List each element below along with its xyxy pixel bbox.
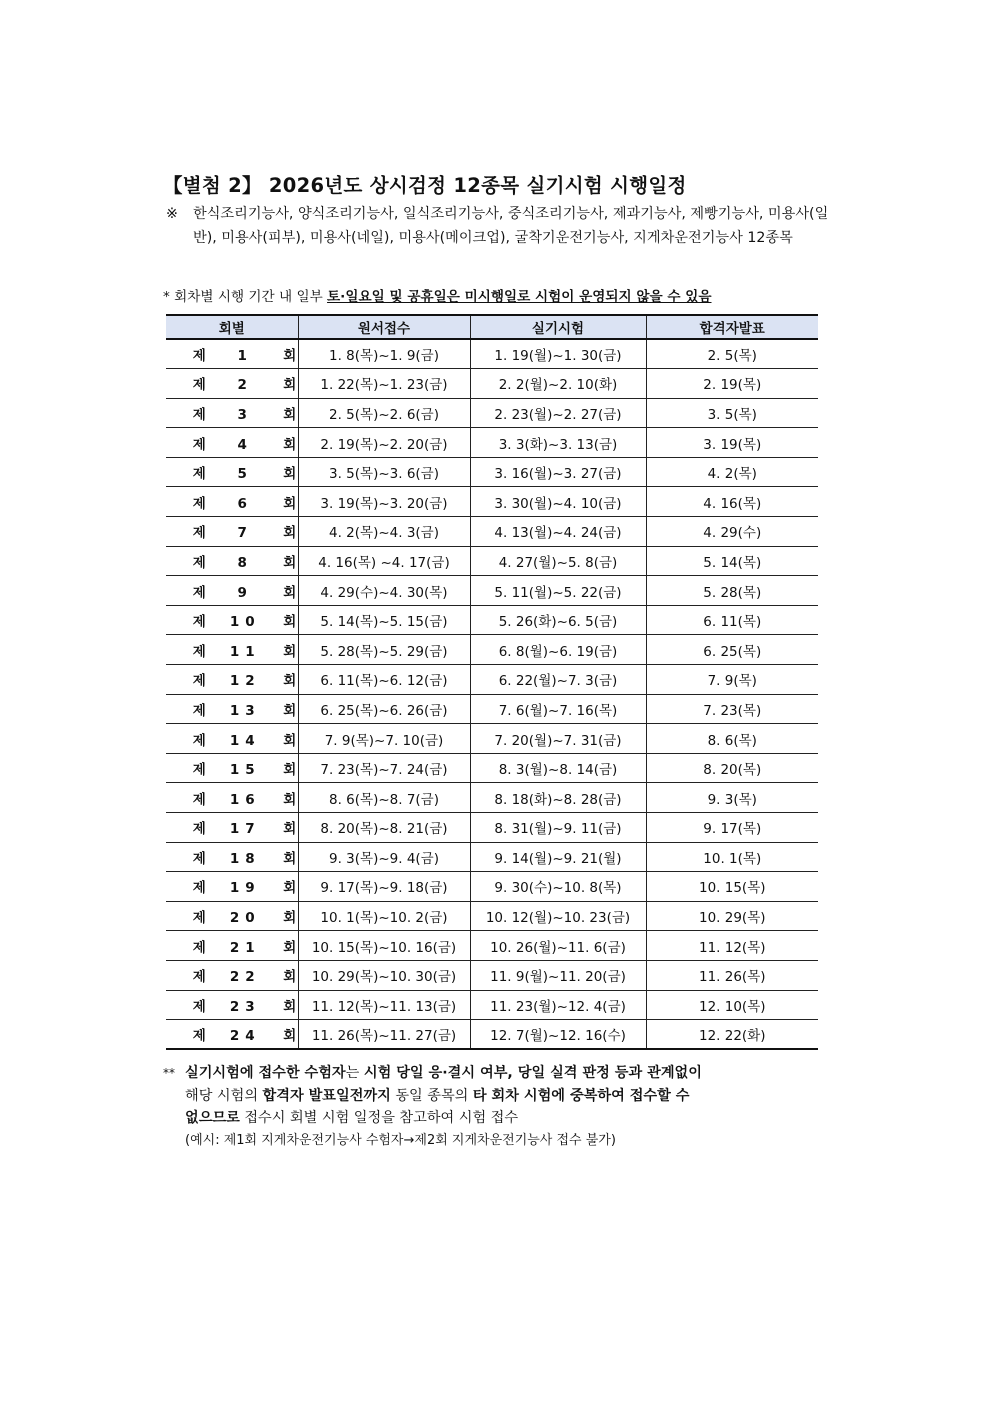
round-prefix: 제 (192, 584, 206, 601)
round-cell (166, 665, 298, 695)
table-row (166, 576, 818, 606)
round-prefix: 제 (192, 614, 206, 631)
round-number: 19 (229, 880, 261, 897)
footnote-text: 접수시 회별 시험 일정을 참고하여 시험 접수 (239, 1110, 519, 1126)
application-period: 2. 19(목)~2. 20(금) (298, 428, 470, 458)
exam-period: 3. 3(화)~3. 13(금) (470, 428, 646, 458)
application-period: 4. 16(목) ~4. 17(금) (298, 546, 470, 576)
round-prefix: 제 (192, 702, 206, 719)
application-period: 9. 3(목)~9. 4(금) (298, 842, 470, 872)
round-number: 8 (237, 554, 253, 571)
round-number: 22 (229, 969, 261, 986)
header-practical-exam: 실기시험 (470, 315, 646, 339)
table-row (166, 872, 818, 902)
round-cell (166, 457, 298, 487)
application-period: 3. 19(목)~3. 20(금) (298, 487, 470, 517)
table-row (166, 546, 818, 576)
round-suffix: 회 (283, 554, 297, 571)
round-suffix: 회 (283, 732, 297, 749)
result-date: 12. 22(화) (646, 1020, 818, 1050)
round-number: 4 (237, 436, 253, 453)
round-number: 18 (229, 850, 261, 867)
footnote-line-1 (163, 1062, 830, 1085)
round-cell (166, 487, 298, 517)
round-cell (166, 813, 298, 843)
round-suffix: 회 (283, 466, 297, 483)
table-row (166, 398, 818, 428)
table-row (166, 990, 818, 1020)
application-period: 8. 20(목)~8. 21(금) (298, 813, 470, 843)
round-suffix: 회 (283, 614, 297, 631)
round-cell (166, 724, 298, 754)
footnote-bold: 합격자 발표일전까지 (262, 1087, 391, 1104)
result-date: 10. 1(목) (646, 842, 818, 872)
round-suffix: 회 (283, 762, 297, 779)
application-period: 6. 11(목)~6. 12(금) (298, 665, 470, 695)
round-cell (166, 546, 298, 576)
table-row (166, 783, 818, 813)
table-row (166, 487, 818, 517)
round-number: 9 (237, 584, 253, 601)
round-number: 1 (237, 348, 253, 365)
round-suffix: 회 (283, 673, 297, 690)
application-period: 5. 28(목)~5. 29(금) (298, 635, 470, 665)
round-cell (166, 990, 298, 1020)
round-suffix: 회 (283, 377, 297, 394)
table-row (166, 369, 818, 399)
application-period: 10. 15(목)~10. 16(금) (298, 931, 470, 961)
round-cell (166, 872, 298, 902)
exam-period: 3. 16(월)~3. 27(금) (470, 457, 646, 487)
table-row (166, 724, 818, 754)
footnote-line-2 (163, 1085, 830, 1108)
round-prefix: 제 (192, 377, 206, 394)
round-prefix: 제 (192, 998, 206, 1015)
round-number: 3 (237, 406, 253, 423)
round-prefix: 제 (192, 348, 206, 365)
result-date: 5. 14(목) (646, 546, 818, 576)
round-cell (166, 517, 298, 547)
table-row (166, 605, 818, 635)
exam-period: 8. 31(월)~9. 11(금) (470, 813, 646, 843)
round-suffix: 회 (283, 939, 297, 956)
result-date: 9. 17(목) (646, 813, 818, 843)
footnote-text: 동일 종목의 (390, 1087, 473, 1104)
exam-period: 5. 26(화)~6. 5(금) (470, 605, 646, 635)
round-number: 17 (229, 821, 261, 838)
round-cell (166, 576, 298, 606)
application-period: 1. 8(목)~1. 9(금) (298, 339, 470, 369)
table-row (166, 517, 818, 547)
table-row (166, 457, 818, 487)
result-date: 7. 23(목) (646, 694, 818, 724)
round-cell (166, 901, 298, 931)
round-suffix: 회 (283, 791, 297, 808)
round-prefix: 제 (192, 554, 206, 571)
round-prefix: 제 (192, 495, 206, 512)
round-prefix: 제 (192, 939, 206, 956)
footnote-text: 해당 시험의 (185, 1087, 263, 1104)
round-cell (166, 931, 298, 961)
exam-period: 12. 7(월)~12. 16(수) (470, 1020, 646, 1050)
round-suffix: 회 (283, 1028, 297, 1045)
round-prefix: 제 (192, 910, 206, 927)
round-prefix: 제 (192, 1028, 206, 1045)
application-period: 10. 29(목)~10. 30(금) (298, 960, 470, 990)
round-cell (166, 753, 298, 783)
footnote-bold: 시험 당일 응·결시 여부, 당일 실격 판정 등과 관계없이 (363, 1065, 702, 1081)
result-date: 3. 5(목) (646, 398, 818, 428)
application-period: 4. 2(목)~4. 3(금) (298, 517, 470, 547)
round-number: 12 (229, 673, 261, 690)
page-title: 【별첨 2】 2026년도 상시검정 12종목 실기시험 시행일정 (163, 174, 687, 197)
table-row (166, 813, 818, 843)
exam-period: 3. 30(월)~4. 10(금) (470, 487, 646, 517)
round-number: 20 (229, 910, 261, 927)
exam-period: 7. 20(월)~7. 31(금) (470, 724, 646, 754)
exam-period: 11. 23(월)~12. 4(금) (470, 990, 646, 1020)
round-prefix: 제 (192, 880, 206, 897)
weekend-notice-prefix: * 회차별 시행 기간 내 일부 (163, 289, 328, 305)
table-row (166, 931, 818, 961)
header-round: 회별 (166, 315, 298, 339)
round-cell (166, 339, 298, 369)
round-cell (166, 605, 298, 635)
weekend-notice (163, 285, 712, 305)
table-row (166, 339, 818, 369)
exam-period: 8. 18(화)~8. 28(금) (470, 783, 646, 813)
result-date: 8. 6(목) (646, 724, 818, 754)
round-suffix: 회 (283, 495, 297, 512)
application-period: 2. 5(목)~2. 6(금) (298, 398, 470, 428)
exam-period: 9. 14(월)~9. 21(월) (470, 842, 646, 872)
result-date: 8. 20(목) (646, 753, 818, 783)
table-row (166, 842, 818, 872)
round-suffix: 회 (283, 910, 297, 927)
round-cell (166, 635, 298, 665)
application-period: 3. 5(목)~3. 6(금) (298, 457, 470, 487)
exam-period: 11. 9(월)~11. 20(금) (470, 960, 646, 990)
round-prefix: 제 (192, 525, 206, 542)
footnote-mark: ** (163, 1066, 175, 1080)
round-number: 7 (237, 525, 253, 542)
round-suffix: 회 (283, 643, 297, 660)
round-cell (166, 369, 298, 399)
target-subjects-text: 한식조리기능사, 양식조리기능사, 일식조리기능사, 중식조리기능사, 제과기능사, 제빵기능사, 미용사(일반), 미용사(피부), 미용사(네일), 미용사(메이크업), 굴착기운전기능사, 지게차운전기능사 12종목 (193, 206, 829, 246)
exam-period: 4. 27(월)~5. 8(금) (470, 546, 646, 576)
result-date: 4. 2(목) (646, 457, 818, 487)
application-period: 7. 9(목)~7. 10(금) (298, 724, 470, 754)
footnote-line-3 (163, 1107, 830, 1130)
round-prefix: 제 (192, 406, 206, 423)
round-prefix: 제 (192, 850, 206, 867)
round-suffix: 회 (283, 850, 297, 867)
round-suffix: 회 (283, 584, 297, 601)
table-row (166, 665, 818, 695)
reference-mark: ※ (166, 206, 178, 222)
table-row (166, 1020, 818, 1050)
application-period: 5. 14(목)~5. 15(금) (298, 605, 470, 635)
header-application: 원서접수 (298, 315, 470, 339)
footnote-bold: 없으므로 (185, 1110, 240, 1126)
round-number: 24 (229, 1028, 261, 1045)
round-suffix: 회 (283, 821, 297, 838)
round-prefix: 제 (192, 673, 206, 690)
round-number: 16 (229, 791, 261, 808)
footnote-bold: 타 회차 시험에 중복하여 접수할 수 (472, 1087, 690, 1104)
exam-period: 5. 11(월)~5. 22(금) (470, 576, 646, 606)
round-prefix: 제 (192, 643, 206, 660)
round-prefix: 제 (192, 762, 206, 779)
round-number: 5 (237, 466, 253, 483)
application-period: 1. 22(목)~1. 23(금) (298, 369, 470, 399)
result-date: 9. 3(목) (646, 783, 818, 813)
exam-period: 1. 19(월)~1. 30(금) (470, 339, 646, 369)
application-period: 9. 17(목)~9. 18(금) (298, 872, 470, 902)
exam-period: 6. 22(월)~7. 3(금) (470, 665, 646, 695)
exam-period: 2. 2(월)~2. 10(화) (470, 369, 646, 399)
footnote-example: (예시: 제1회 지게차운전기능사 수험자→제2회 지게차운전기능사 접수 불가) (185, 1132, 616, 1148)
round-number: 15 (229, 762, 261, 779)
table-header-row (166, 315, 818, 339)
footnote-bold: 실기시험에 접수한 수험자 (185, 1065, 346, 1081)
round-cell (166, 398, 298, 428)
application-period: 11. 12(목)~11. 13(금) (298, 990, 470, 1020)
round-suffix: 회 (283, 406, 297, 423)
round-prefix: 제 (192, 969, 206, 986)
exam-period: 10. 12(월)~10. 23(금) (470, 901, 646, 931)
exam-period: 2. 23(월)~2. 27(금) (470, 398, 646, 428)
application-period: 11. 26(목)~11. 27(금) (298, 1020, 470, 1050)
result-date: 3. 19(목) (646, 428, 818, 458)
round-suffix: 회 (283, 525, 297, 542)
round-prefix: 제 (192, 732, 206, 749)
exam-period: 6. 8(월)~6. 19(금) (470, 635, 646, 665)
application-period: 8. 6(목)~8. 7(금) (298, 783, 470, 813)
table-row (166, 694, 818, 724)
exam-period: 9. 30(수)~10. 8(목) (470, 872, 646, 902)
exam-period: 10. 26(월)~11. 6(금) (470, 931, 646, 961)
application-period: 7. 23(목)~7. 24(금) (298, 753, 470, 783)
header-result-announcement: 합격자발표 (646, 315, 818, 339)
round-suffix: 회 (283, 702, 297, 719)
target-subjects-note (166, 202, 830, 250)
footnote-text: 는 (345, 1065, 364, 1081)
result-date: 12. 10(목) (646, 990, 818, 1020)
round-number: 21 (229, 939, 261, 956)
round-number: 23 (229, 998, 261, 1015)
application-period: 10. 1(목)~10. 2(금) (298, 901, 470, 931)
round-suffix: 회 (283, 348, 297, 365)
round-prefix: 제 (192, 791, 206, 808)
round-cell (166, 783, 298, 813)
result-date: 2. 5(목) (646, 339, 818, 369)
application-period: 6. 25(목)~6. 26(금) (298, 694, 470, 724)
schedule-table (166, 314, 818, 1050)
exam-period: 8. 3(월)~8. 14(금) (470, 753, 646, 783)
round-prefix: 제 (192, 466, 206, 483)
result-date: 5. 28(목) (646, 576, 818, 606)
result-date: 6. 25(목) (646, 635, 818, 665)
weekend-notice-emphasis: 토·일요일 및 공휴일은 미시행일로 시험이 운영되지 않을 수 있음 (327, 289, 712, 305)
table-row (166, 901, 818, 931)
round-cell (166, 960, 298, 990)
result-date: 10. 29(목) (646, 901, 818, 931)
round-cell (166, 1020, 298, 1050)
application-period: 4. 29(수)~4. 30(목) (298, 576, 470, 606)
exam-period: 7. 6(월)~7. 16(목) (470, 694, 646, 724)
round-suffix: 회 (283, 969, 297, 986)
round-suffix: 회 (283, 880, 297, 897)
round-prefix: 제 (192, 821, 206, 838)
round-cell (166, 694, 298, 724)
result-date: 11. 12(목) (646, 931, 818, 961)
result-date: 11. 26(목) (646, 960, 818, 990)
result-date: 6. 11(목) (646, 605, 818, 635)
result-date: 7. 9(목) (646, 665, 818, 695)
round-prefix: 제 (192, 436, 206, 453)
table-row (166, 635, 818, 665)
exam-period: 4. 13(월)~4. 24(금) (470, 517, 646, 547)
round-number: 14 (229, 732, 261, 749)
result-date: 10. 15(목) (646, 872, 818, 902)
footnote (163, 1062, 830, 1152)
result-date: 2. 19(목) (646, 369, 818, 399)
table-row (166, 960, 818, 990)
round-suffix: 회 (283, 436, 297, 453)
round-cell (166, 842, 298, 872)
table-row (166, 753, 818, 783)
round-number: 10 (229, 614, 261, 631)
round-number: 6 (237, 495, 253, 512)
round-number: 11 (229, 643, 261, 660)
round-number: 13 (229, 702, 261, 719)
round-suffix: 회 (283, 998, 297, 1015)
round-cell (166, 428, 298, 458)
result-date: 4. 29(수) (646, 517, 818, 547)
table-row (166, 428, 818, 458)
result-date: 4. 16(목) (646, 487, 818, 517)
round-number: 2 (237, 377, 253, 394)
